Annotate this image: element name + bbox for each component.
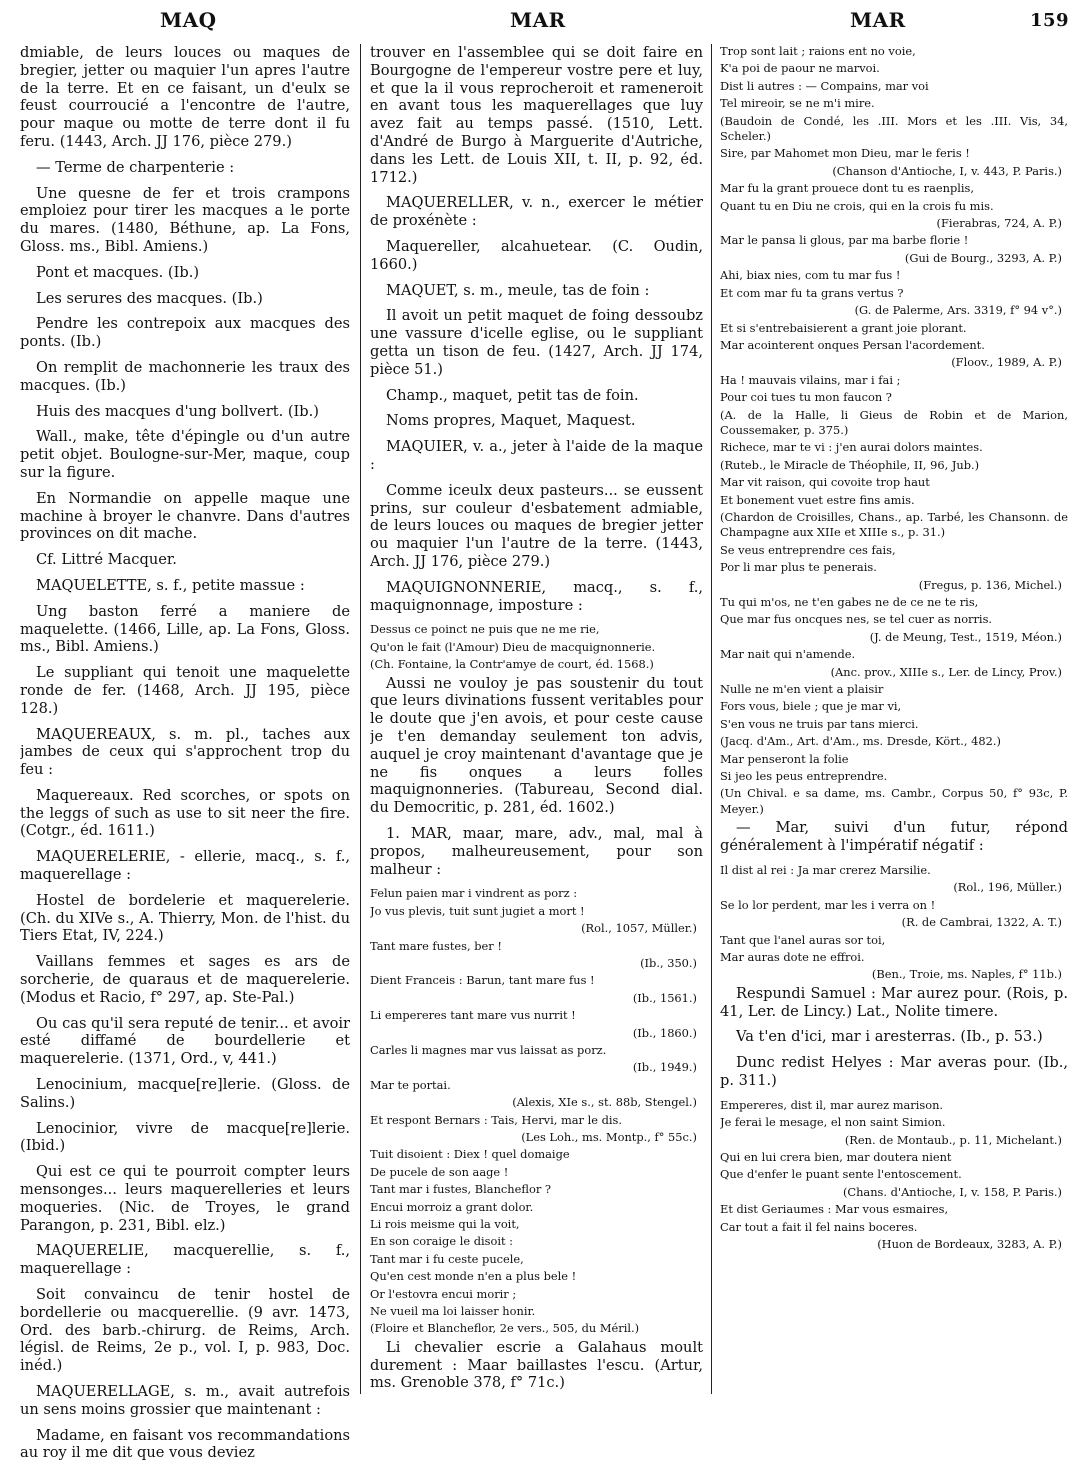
text-line: Quant tu en Diu ne crois, qui en la crois fu mis. bbox=[720, 198, 994, 213]
text-line: — Mar, suivi d'un futur, répond généralement à l'impératif négatif : bbox=[720, 819, 1068, 855]
text-line: Soit convaincu de tenir hostel de bordellerie ou macquerellie. (9 avr. 1473, Ord. des barb.-chirurg. de Reims, Arch. législ. de Reims, 2e p., vol. I, p. 983, Doc. inéd.) bbox=[20, 1286, 350, 1375]
text-line: dmiable, de leurs louces ou maques de bregier, jetter ou maquier l'un apres l'autre de la terre. Et en ce faisant, un d'eulx se feust courroucié a l'encontre de l'autre, pour maque ou motte de terre dont il fu feru. (1443, Arch. JJ 176, pièce 279.) bbox=[20, 44, 350, 150]
text-line: Va t'en d'ici, mar i aresterras. (Ib., p. 53.) bbox=[736, 1028, 1043, 1046]
text-line: Wall., make, tête d'épingle ou d'un autre petit objet. Boulogne-sur-Mer, maque, coup sur la figure. bbox=[20, 428, 350, 481]
text-line: Aussi ne vouloy je pas soustenir du tout que leurs divinations fussent veritables pour le doute que j'en avois, et pour ceste cause je t'en demanday seulement ton advis, auquel je croy maintenant d'avantage que je ne fis onques a leurs folles maquignonneries. (Tabureau, Second dial. du Democritic, p. 281, éd. 1602.) bbox=[370, 674, 703, 817]
text-line: Le suppliant qui tenoit une maquelette ronde de fer. (1468, Arch. JJ 195, pièce 128.) bbox=[20, 664, 350, 717]
text-line: Encui morroiz a grant dolor. bbox=[370, 1199, 534, 1214]
text-line: K'a poi de paour ne marvoi. bbox=[720, 61, 880, 76]
text-line: Li empereres tant mare vus nurrit ! bbox=[370, 1008, 576, 1023]
text-line: (Chans. d'Antioche, I, v. 158, P. Paris.) bbox=[842, 1184, 1062, 1199]
text-line: Et respont Bernars : Tais, Hervi, mar le dis. bbox=[370, 1112, 623, 1127]
text-line: (Floire et Blancheflor, 2e vers., 505, du Méril.) bbox=[370, 1321, 640, 1336]
text-line: Vaillans femmes et sages es ars de sorcherie, de quaraus et de maquerelerie. (Modus et Racio, f° 297, ap. Ste-Pal.) bbox=[20, 953, 350, 1006]
column-middle bbox=[370, 44, 703, 1400]
text-line: Qu'en cest monde n'en a plus bele ! bbox=[370, 1269, 577, 1284]
running-head-right: MAR bbox=[850, 8, 906, 32]
text-line: Dunc redist Helyes : Mar averas pour. (Ib., p. 311.) bbox=[720, 1054, 1068, 1089]
text-line: (G. de Palerme, Ars. 3319, f° 94 v°.) bbox=[854, 303, 1062, 318]
text-line: Qui est ce qui te pourroit compter leurs mensonges... leurs maquerelleries et leurs moqueries. (Nic. de Troyes, le grand Parangon, p. 231, Bibl. elz.) bbox=[20, 1163, 350, 1234]
text-line: Ne vueil ma loi laisser honir. bbox=[370, 1304, 536, 1319]
text-line: MAQUERELLAGE, s. m., avait autrefois un sens moins grossier que maintenant : bbox=[20, 1383, 350, 1418]
text-line: (Chanson d'Antioche, I, v. 443, P. Paris.) bbox=[832, 163, 1062, 178]
text-line: (Rol., 1057, Müller.) bbox=[581, 921, 697, 936]
text-line: Li rois meisme qui la voit, bbox=[370, 1217, 520, 1232]
text-line: Tuit disoient : Diex ! quel domaige bbox=[370, 1147, 570, 1162]
text-line: Tant mare fustes, ber ! bbox=[370, 938, 502, 953]
text-line: Qu'on le fait (l'Amour) Dieu de macquignonnerie. bbox=[370, 639, 656, 654]
text-line: On remplit de machonnerie les traux des macques. (Ib.) bbox=[20, 358, 350, 394]
text-line: (A. de la Halle, li Gieus de Robin et de Marion, Coussemaker, p. 375.) bbox=[720, 407, 1068, 437]
text-line: (Gui de Bourg., 3293, A. P.) bbox=[904, 250, 1062, 265]
text-line: (Ib., 350.) bbox=[640, 955, 697, 970]
text-line: (Ch. Fontaine, la Contr'amye de court, éd. 1568.) bbox=[370, 657, 654, 672]
text-line: Jo vus plevis, tuit sunt jugiet a mort ! bbox=[370, 903, 585, 918]
text-line: Li chevalier escrie a Galahaus moult durement : Maar baillastes l'escu. (Artur, ms. Grenoble 378, f° 71c.) bbox=[370, 1338, 703, 1392]
text-line: (Un Chival. e sa dame, ms. Cambr., Corpus 50, f° 93c, P. Meyer.) bbox=[720, 786, 1068, 816]
text-line: MAQUET, s. m., meule, tas de foin : bbox=[386, 281, 650, 299]
text-line: Il dist al rei : Ja mar crerez Marsilie. bbox=[720, 862, 931, 877]
text-line: Mar vit raison, qui covoite trop haut bbox=[720, 475, 930, 490]
text-line: (R. de Cambrai, 1322, A. T.) bbox=[901, 915, 1062, 930]
text-line: Mar auras dote ne effroi. bbox=[720, 949, 865, 964]
text-line: (Huon de Bordeaux, 3283, A. P.) bbox=[877, 1236, 1062, 1251]
text-line: (Anc. prov., XIIIe s., Ler. de Lincy, Prov.) bbox=[830, 664, 1062, 679]
text-line: Qui en lui crera bien, mar doutera nient bbox=[720, 1149, 952, 1164]
text-line: Si jeo les peus entreprendre. bbox=[720, 769, 888, 784]
text-line: Mar acointerent onques Persan l'acordement. bbox=[720, 337, 985, 352]
text-line: Dessus ce poinct ne puis que ne me rie, bbox=[370, 622, 600, 637]
text-line: MAQUEREAUX, s. m. pl., taches aux jambes de ceux qui s'approchent trop du feu : bbox=[20, 725, 350, 779]
text-line: Madame, en faisant vos recommandations au roy il me dit que vous deviez bbox=[20, 1426, 350, 1462]
text-line: MAQUELETTE, s. f., petite massue : bbox=[36, 576, 305, 594]
text-line: Se veus entreprendre ces fais, bbox=[720, 542, 896, 557]
text-line: Que mar fus oncques nes, se tel cuer as norris. bbox=[720, 612, 993, 627]
text-line: Les serures des macques. (Ib.) bbox=[36, 289, 263, 307]
text-line: Fors vous, biele ; que je mar vi, bbox=[720, 699, 902, 714]
text-line: Mar le pansa li glous, par ma barbe florie ! bbox=[720, 233, 969, 248]
text-line: Lenocinior, vivre de macque[re]lerie. (Ibid.) bbox=[20, 1119, 350, 1155]
text-line: (Ib., 1561.) bbox=[632, 990, 697, 1005]
text-line: trouver en l'assemblee qui se doit faire en Bourgogne de l'empereur vostre pere et luy, et que la il vous reprocheroit et rameneroit en avant tous les maquerellages que luy avez fait au temps passé. (1510, Lett. d'André de Burgo à Marguerite d'Autriche, dans les Lett. de Louis XII, t. II, p. 92, éd. 1712.) bbox=[370, 44, 703, 186]
text-line: (J. de Meung, Test., 1519, Méon.) bbox=[869, 629, 1062, 644]
text-line: Lenocinium, macque[re]lerie. (Gloss. de Salins.) bbox=[20, 1076, 350, 1111]
text-line: Mar nait qui n'amende. bbox=[720, 647, 856, 662]
text-line: Mar penseront la folie bbox=[720, 751, 849, 766]
text-line: Une quesne de fer et trois crampons emploiez pour tirer les macques a le porte du mares. (1480, Béthune, ap. La Fons, Gloss. ms., Bibl. Amiens.) bbox=[20, 184, 350, 255]
text-line: MAQUERELLER, v. n., exercer le métier de proxénète : bbox=[370, 194, 703, 230]
text-line: — Terme de charpenterie : bbox=[36, 158, 235, 176]
text-line: 1. MAR, maar, mare, adv., mal, mal à propos, malheureusement, pour son malheur : bbox=[370, 824, 703, 878]
text-line: Hostel de bordelerie et maquerelerie. (Ch. du XIVe s., A. Thierry, Mon. de l'hist. du Tiers Etat, IV, 224.) bbox=[20, 891, 350, 945]
text-line: (Chardon de Croisilles, Chans., ap. Tarbé, les Chansonn. de Champagne aux XIIe et XIIIe s., p. 31.) bbox=[720, 509, 1068, 540]
text-line: En son coraige le disoit : bbox=[370, 1234, 514, 1249]
running-head-center: MAR bbox=[510, 8, 566, 32]
text-line: Champ., maquet, petit tas de foin. bbox=[386, 386, 639, 404]
text-line: MAQUERELIE, macquerellie, s. f., maquerellage : bbox=[20, 1242, 350, 1278]
text-line: Et dist Geriaumes : Mar vous esmaires, bbox=[720, 1202, 949, 1217]
text-line: Car tout a fait il fel nains boceres. bbox=[720, 1219, 918, 1234]
text-line: (Ren. de Montaub., p. 11, Michelant.) bbox=[844, 1132, 1062, 1147]
text-line: Tel mireoir, se ne m'i mire. bbox=[720, 96, 875, 111]
text-line: (Rol., 196, Müller.) bbox=[953, 880, 1062, 895]
text-line: Pont et macques. (Ib.) bbox=[36, 263, 200, 281]
text-line: (Ruteb., le Miracle de Théophile, II, 96, Jub.) bbox=[720, 457, 980, 472]
text-line: MAQUIGNONNERIE, macq., s. f., maquignonnage, imposture : bbox=[370, 578, 703, 614]
text-line: Maquereller, alcahuetear. (C. Oudin, 1660.) bbox=[370, 237, 703, 273]
text-line: Et com mar fu ta grans vertus ? bbox=[720, 285, 904, 300]
text-line: S'en vous ne truis par tans mierci. bbox=[720, 716, 919, 731]
column-rule-left bbox=[360, 44, 361, 1394]
text-line: Dist li autres : — Compains, mar voi bbox=[720, 78, 929, 93]
text-line: (Fierabras, 724, A. P.) bbox=[936, 216, 1062, 231]
text-line: Noms propres, Maquet, Maquest. bbox=[386, 412, 636, 430]
text-line: Mar fu la grant prouece dont tu es raenplis, bbox=[720, 181, 975, 196]
text-line: Tant mar i fustes, Blancheflor ? bbox=[370, 1182, 551, 1197]
text-line: (Fregus, p. 136, Michel.) bbox=[918, 577, 1062, 592]
text-line: Que d'enfer le puant sente l'entoscement. bbox=[720, 1167, 962, 1182]
text-line: Carles li magnes mar vus laissat as porz. bbox=[370, 1042, 607, 1057]
text-line: Comme iceulx deux pasteurs... se eussent prins, sur couleur d'esbatement admiable, de leurs louces ou maques de bregier jetter ou maquier l'un l'autre de la terre. (1443, Arch. JJ 176, pièce 279.) bbox=[370, 481, 703, 570]
text-line: Et bonement vuet estre fins amis. bbox=[720, 492, 915, 507]
text-line: Maquereaux. Red scorches, or spots on the leggs of such as use to sit neer the fire. (Cotgr., éd. 1611.) bbox=[20, 786, 350, 840]
text-line: Huis des macques d'ung bollvert. (Ib.) bbox=[36, 402, 319, 420]
text-line: Respundi Samuel : Mar aurez pour. (Rois, p. 41, Ler. de Lincy.) Lat., Nolite timere. bbox=[720, 984, 1068, 1020]
running-head-left: MAQ bbox=[160, 8, 217, 32]
text-line: Se lo lor perdent, mar les i verra on ! bbox=[720, 897, 936, 912]
text-line: (Les Loh., ms. Montp., f° 55c.) bbox=[521, 1129, 697, 1144]
text-line: Ha ! mauvais vilains, mar i fai ; bbox=[720, 372, 901, 387]
text-line: De pucele de son aage ! bbox=[370, 1164, 509, 1179]
text-line: Or l'estovra encui morir ; bbox=[370, 1286, 517, 1301]
text-line: (Alexis, XIe s., st. 88b, Stengel.) bbox=[512, 1095, 697, 1110]
text-line: Tu qui m'os, ne t'en gabes ne de ce ne te ris, bbox=[720, 595, 979, 609]
text-line: (Ib., 1949.) bbox=[632, 1060, 697, 1075]
text-line: Nulle ne m'en vient a plaisir bbox=[720, 682, 884, 697]
column-rule-right bbox=[711, 44, 712, 1394]
column-left bbox=[20, 44, 350, 1470]
text-line: Felun paien mar i vindrent as porz : bbox=[370, 886, 578, 901]
text-line: Ahi, biax nies, com tu mar fus ! bbox=[720, 268, 901, 283]
column-right bbox=[720, 44, 1068, 1254]
text-line: Sire, par Mahomet mon Dieu, mar le feris ! bbox=[720, 146, 970, 161]
text-line: Tant que l'anel auras sor toi, bbox=[720, 932, 886, 947]
text-line: Ung baston ferré a maniere de maquelette. (1466, Lille, ap. La Fons, Gloss. ms., Bibl. Amiens.) bbox=[20, 602, 350, 656]
text-line: Il avoit un petit maquet de foing dessoubz une vassure d'icelle eglise, ou le suppliant getta un tison de feu. (1427, Arch. JJ 174, pièce 51.) bbox=[370, 307, 703, 378]
text-line: En Normandie on appelle maque une machine à broyer le chanvre. Dans d'autres provinces on dit mache. bbox=[20, 489, 350, 543]
text-line: Empereres, dist il, mar aurez marison. bbox=[720, 1097, 944, 1112]
text-line: Richece, mar te vi : j'en aurai dolors maintes. bbox=[720, 440, 983, 455]
text-line: Ou cas qu'il sera reputé de tenir... et avoir esté diffamé de bourdellerie et maquerelerie. (1371, Ord., v, 441.) bbox=[20, 1014, 350, 1068]
page-number: 159 bbox=[1030, 10, 1070, 31]
text-line: Mar te portai. bbox=[370, 1077, 451, 1092]
text-line: MAQUERELERIE, - ellerie, macq., s. f., maquerellage : bbox=[20, 848, 350, 884]
text-line: Et si s'entrebaisierent a grant joie plorant. bbox=[720, 320, 967, 335]
text-line: (Ben., Troie, ms. Naples, f° 11b.) bbox=[871, 967, 1062, 982]
text-line: (Baudoin de Condé, les .III. Mors et les .III. Vis, 34, Scheler.) bbox=[720, 113, 1068, 144]
text-line: (Floov., 1989, A. P.) bbox=[951, 355, 1062, 370]
text-line: Trop sont lait ; raions ent no voie, bbox=[720, 44, 916, 58]
text-line: Por li mar plus te penerais. bbox=[720, 560, 877, 575]
text-line: Pour coi tues tu mon faucon ? bbox=[720, 390, 892, 405]
text-line: (Ib., 1860.) bbox=[632, 1025, 697, 1040]
text-line: (Jacq. d'Am., Art. d'Am., ms. Dresde, Kört., 482.) bbox=[720, 734, 1001, 749]
text-line: Pendre les contrepoix aux macques des ponts. (Ib.) bbox=[20, 315, 350, 351]
text-line: Tant mar i fu ceste pucele, bbox=[370, 1251, 524, 1266]
text-line: Dient Franceis : Barun, tant mare fus ! bbox=[370, 973, 595, 988]
text-line: Cf. Littré Macquer. bbox=[36, 551, 177, 569]
text-line: Je ferai le mesage, el non saint Simion. bbox=[720, 1115, 946, 1130]
text-line: MAQUIER, v. a., jeter à l'aide de la maque : bbox=[370, 438, 703, 473]
